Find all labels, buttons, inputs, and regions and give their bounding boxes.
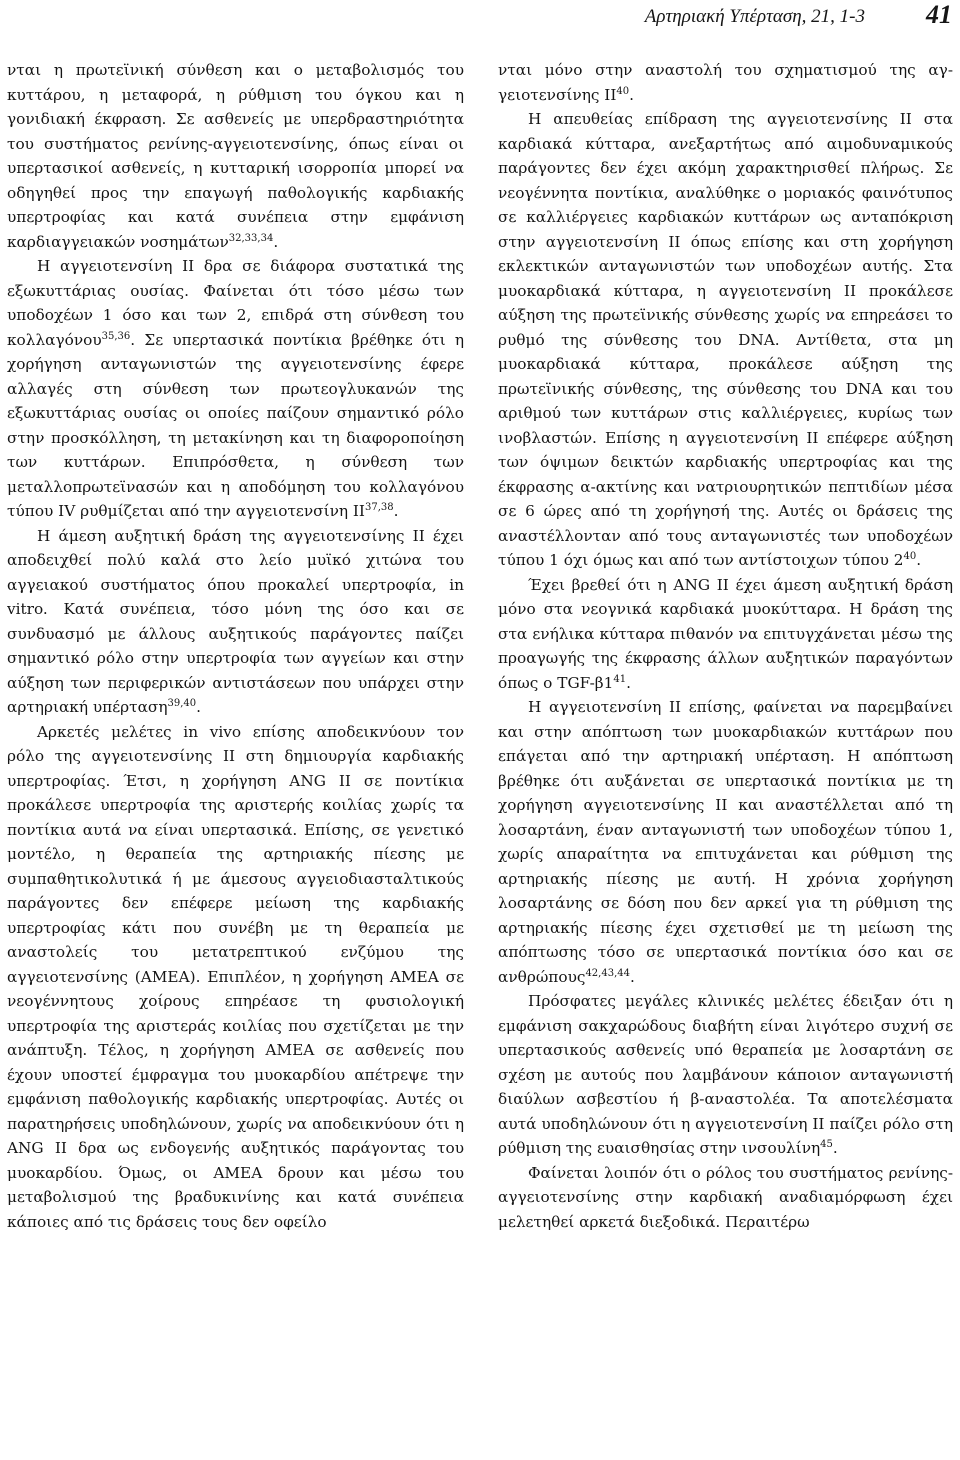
citation-ref: 42,43,44 bbox=[585, 967, 630, 979]
paragraph bbox=[498, 1161, 953, 1235]
page-number: 41 bbox=[926, 0, 952, 29]
paragraph: νται η πρωτεϊνική σύνθεση και ο μεταβολισμός του κυττάρου, η μεταφορά, η ρύθμιση του όγκου και η γονιδιακή έκφραση. Σε ασθενείς με υπερδραστηριότητα του συστήματος ρενίνης-αγγειοτενσίνης, όπως είναι οι υπερτασικοί ασθενείς, η κυτταρική ισορροπία μπορεί να οδηγηθεί προς την επαγωγή παθολογικής καρδιακής υπερτροφίας και κατά συνέπεια στην εμφάνιση καρδιαγγειακών νοσημάτων$^{32,33,34}$. bbox=[7, 61, 464, 251]
left-column bbox=[7, 58, 464, 1453]
paragraph: Η απευθείας επίδραση της αγγειοτενσίνης ΙΙ στα καρδιακά κύτταρα, ανεξαρτήτως από αιμοδυναμικούς παράγοντες δεν έχει ακόμη χαρακτηρισθεί πλήρως. Σε νεογέννητα ποντίκια, αναλύθηκε ο μοριακός φαινότυπος σε καλλιέργειες καρδιακών κυττάρων ως ανταπόκριση στην αγγειοτενσίνη ΙΙ όπως επίσης και στη χορήγηση εκλεκτικών ανταγωνιστών των υποδοχέων αυτής. Στα μυοκαρδιακά κύτταρα, η αγγειοτενσίνη ΙΙ προκάλεσε αύξηση της πρωτεϊνικής σύνθεσης χωρίς να επηρεάσει το ρυθμό της σύνθεσης του DNA. Αντίθετα, στα μη μυοκαρδιακά κύτταρα, προκάλεσε αύξηση της πρωτεϊνικής σύνθεσης, της σύνθεσης του DNA και του αριθμού των κυττάρων στις καλλιέργειες, κυρίως των ινοβλαστών. Επίσης η αγγειοτενσίνη ΙΙ επέφερε αύξηση των όψιμων δεικτών καρδιακής υπερτροφίας και της έκφρασης α-ακτίνης και νατριουρητικών πεπτιδίων μέσα σε 6 ώρες από τη χορήγησή της. Αυτές οι δράσεις της αναστέλλονταν από τους ανταγωνιστές των υποδοχέων τύπου 1 όχι όμως και από των αντίστοιχων τύπου $2^{40}$. bbox=[498, 110, 953, 569]
paragraph-text: Έχει βρεθεί ότι η ANG II έχει άμεση αυξητική δράση μόνο στα νεογνικά καρδιακά μυοκύτταρα. Η δράση της στα ενήλικα κύτταρα πιθανόν να επιτυγχάνεται μέσω της προαγωγής της έκφρασης άλλων αυξητικών παραγόντων όπως ο TGF-β1 bbox=[498, 575, 953, 692]
paragraph: νται μόνο στην αναστολή του σχηματισμού της αγγειοτενσίνης ΙΙ$^{40}$. bbox=[498, 61, 953, 104]
citation-ref: 37,38 bbox=[364, 502, 394, 513]
paragraph-text: Πρόσφατες μεγάλες κλινικές μελέτες έδειξαν ότι η εμφάνιση σακχαρώδους διαβήτη είναι λιγότερο συχνή σε υπερτασικούς ασθενείς υπό θεραπεία με λοσαρτάνη σε σχέση με αυτούς που λαμβάνουν κάποιον ανταγωνιστή διαύλων ασβεστίου ή β-αναστολέα. Τα αποτελέσματα αυτά υποδηλώνουν ότι η αγγειοτενσίνη ΙΙ παίζει ρόλο στη ρύθμιση της ευαισθησίας στην ινσουλίνη bbox=[498, 992, 953, 1157]
paragraph: Η άμεση αυξητική δράση της αγγειοτενσίνης ΙΙ έχει αποδειχθεί πολύ καλά στο λείο μυϊκό χιτώνα του αγγειακού συστήματος όπου προκαλεί υπερτροφία, in vitro. Κατά συνέπεια, τόσο μόνη της όσο και σε συνδυασμό με άλλους αυξητικούς παράγοντες παίζει σημαντικό ρόλο στην υπερτροφία των αγγείων και στην αύξηση των περιφερικών αντιστάσεων που υπάρχει στην αρτηριακή υπέρταση$^{39,40}$. bbox=[7, 526, 464, 716]
running-header bbox=[0, 0, 960, 40]
paragraph-text: . Σε υπερτασικά ποντίκια βρέθηκε ότι η χορήγηση ανταγωνιστών της αγγειοτενσίνης έφερε αλλαγές στη σύνθεση των πρωτεογλυκανών της εξωκυττάριας ουσίας οι οποίες παίζουν σημαντικό ρόλο στην προσκόλληση, τη μετακίνηση και τη διαφοροποίηση των κυττάρων. Επιπρόσθετα, η σύνθεση των μεταλλοπρωτεϊνασών και η αποδόμηση του κολλαγόνου τύπου IV ρυθμίζεται από την αγγειοτενσίνη ΙΙ bbox=[7, 330, 464, 520]
paragraph: Η αγγειοτενσίνη ΙΙ δρα σε διάφορα συστατικά της εξωκυττάριας ουσίας. Φαίνεται ότι τόσο μέσω των υποδοχέων 1 όσο και των 2, επιδρά στη σύνθεση του κολλαγόνου$^{35,36}$. Σε υπερτασικά ποντίκια βρέθηκε ότι η χορήγηση ανταγωνιστών της αγγειοτενσίνης έφερε αλλαγές στη σύνθεση των πρωτεογλυκανών της εξωκυττάριας ουσίας οι οποίες παίζουν σημαντικό ρόλο στην προσκόλληση, τη μετακίνηση και τη διαφοροποίηση των κυττάρων. Επιπρόσθετα, η σύνθεση των μεταλλοπρωτεϊνασών και η αποδόμηση του κολλαγόνου τύπου IV ρυθμίζεται από την αγγειοτενσίνη ΙΙ$^{37,38}$. bbox=[7, 257, 464, 520]
paragraph-text: Η αγγειοτενσίνη ΙΙ δρα σε διάφορα συστατικά της εξωκυττάριας ουσίας. Φαίνεται ότι τόσο μέσω των υποδοχέων 1 όσο και των 2, επιδρά στη σύνθεση του κολλαγόνου bbox=[7, 257, 464, 349]
citation-ref: 32,33,34 bbox=[228, 232, 274, 244]
paragraph bbox=[7, 720, 464, 1235]
paragraph: Πρόσφατες μεγάλες κλινικές μελέτες έδειξαν ότι η εμφάνιση σακχαρώδους διαβήτη είναι λιγότερο συχνή σε υπερτασικούς ασθενείς υπό θεραπεία με λοσαρτάνη σε σχέση με αυτούς που λαμβάνουν κάποιον ανταγωνιστή διαύλων ασβεστίου ή β-αναστολέα. Τα αποτελέσματα αυτά υποδηλώνουν ότι η αγγειοτενσίνη ΙΙ παίζει ρόλο στη ρύθμιση της ευαισθησίας στην ινσουλίνη$^{45}$. bbox=[498, 992, 953, 1157]
paragraph-text: νται η πρωτεϊνική σύνθεση και ο μεταβολισμός του κυττάρου, η μεταφορά, η ρύθμιση του όγκου και η γονιδιακή έκφραση. Σε ασθενείς με υπερδραστηριότητα του συστήματος ρενίνης-αγγειοτενσίνης, όπως είναι οι υπερτασικοί ασθενείς, η κυτταρική ισορροπία μπορεί να οδηγηθεί προς την επαγωγή παθολογικής καρδιακής υπερτροφίας και κατά συνέπεια στην εμφάνιση καρδιαγγειακών νοσημάτων bbox=[7, 61, 464, 251]
citation-ref: 40 bbox=[903, 551, 917, 562]
paragraph: Έχει βρεθεί ότι η ANG II έχει άμεση αυξητική δράση μόνο στα νεογνικά καρδιακά μυοκύτταρα. Η δράση της στα ενήλικα κύτταρα πιθανόν να επιτυγχάνεται μέσω της προαγωγής της έκφρασης άλλων αυξητικών παραγόντων όπως ο TGF-$\beta 1^{41}$. bbox=[498, 575, 953, 692]
paragraph-text: Αρκετές μελέτες in vivo επίσης αποδεικνύουν τον ρόλο της αγγειοτενσίνης ΙΙ στη δημιουργία καρδιακής υπερτροφίας. Έτσι, η χορήγηση ANG II σε ποντίκια προκάλεσε υπερτροφία της αριστερής κοιλίας χωρίς τα ποντίκια αυτά να είναι υπερτασικά. Επίσης, σε γενετικό μοντέλο, η θεραπεία της αρτηριακής πίεσης με συμπαθητικολυτικά ή με άμεσους αγγειοδιασταλτικούς παράγοντες δεν επέφερε μείωση της καρδιακής υπερτροφίας κάτι που συνέβη με τη θεραπεία με αναστολείς του μετατρεπτικού ενζύμου της αγγειοτενσίνης (ΑΜΕΑ). Επιπλέον, η χορήγηση ΑΜΕΑ σε νεογέννητους χοίρους επηρέασε τη φυσιολογική υπερτροφία της αριστεράς κοιλίας που σχετίζεται με την ανάπτυξη. Τέλος, η χορήγηση ΑΜΕΑ σε ασθενείς που έχουν υποστεί έμφραγμα του μυοκαρδίου απέτρεψε την εμφάνιση παθολογικής καρδιακής υπερτροφίας. Αυτές οι παρατηρήσεις υποδηλώνουν, χωρίς να αποδεικνύουν ότι η ANG II δρα ως ενδογενής αυξητικός παράγοντας του μυοκαρδίου. Όμως, οι ΑΜΕΑ δρουν και μέσω του μεταβολισμού της βραδυκινίνης και κατά συνέπεια κάποιες από τις δράσεις τους δεν οφείλο bbox=[7, 722, 464, 1231]
paragraph-text: Η αγγειοτενσίνη ΙΙ επίσης, φαίνεται να παρεμβαίνει και στην απόπτωση των μυοκαρδιακών κυττάρων που επάγεται από την αρτηριακή υπέρταση. Η απόπτωση βρέθηκε ότι αυξάνεται σε υπερτασικά ποντίκια με τη χορήγηση αγγειοτενσίνης ΙΙ και αναστέλλεται από τη λοσαρτάνη, έναν ανταγωνιστή των υποδοχέων τύπου 1, χωρίς απαραίτητα να επιτυχάνεται και ρύθμιση της αρτηριακής πίεσης με αυτή. Η χρόνια χορήγηση λοσαρτάνης σε δόση που δεν αρκεί για τη ρύθμιση της αρτηριακής πίεσης έχει σχετισθεί με τη μείωση της απόπτωσης τόσο σε υπερτασικά ποντίκια όσο και σε ανθρώπους bbox=[498, 698, 953, 986]
citation-ref: 35,36 bbox=[101, 330, 131, 342]
paragraph-text: Η απευθείας επίδραση της αγγειοτενσίνης ΙΙ στα καρδιακά κύτταρα, ανεξαρτήτως από αιμοδυναμικούς παράγοντες δεν έχει ακόμη χαρακτηρισθεί πλήρως. Σε νεογέννητα ποντίκια, αναλύθηκε ο μοριακός φαινότυπος σε καλλιέργειες καρδιακών κυττάρων ως ανταπόκριση στην αγγειοτενσίνη ΙΙ όπως επίσης και στη χορήγηση εκλεκτικών ανταγωνιστών των υποδοχέων αυτής. Στα μυοκαρδιακά κύτταρα, η αγγειοτενσίνη ΙΙ προκάλεσε αύξηση της πρωτεϊνικής σύνθεσης χωρίς να επηρεάσει το ρυθμό της σύνθεσης του DNA. Αντίθετα, στα μη μυοκαρδιακά κύτταρα, προκάλεσε αύξηση της πρωτεϊνικής σύνθεσης, της σύνθεσης του DNA και του αριθμού των κυττάρων στις καλλιέργειες, κυρίως των ινοβλαστών. Επίσης η αγγειοτενσίνη ΙΙ επέφερε αύξηση των όψιμων δεικτών καρδιακής υπερτροφίας και της έκφρασης α-ακτίνης και νατριουρητικών πεπτιδίων μέσα σε 6 ώρες από τη χορήγησή της. Αυτές οι δράσεις της αναστέλλονταν από τους ανταγωνιστές των υποδοχέων τύπου 1 όχι όμως και από των αντίστοιχων τύπου 2 bbox=[498, 110, 953, 569]
citation-ref: 45 bbox=[820, 1139, 833, 1150]
right-column bbox=[498, 58, 953, 1453]
journal-citation: Αρτηριακή Υπέρταση, 21, 1-3 bbox=[644, 6, 865, 27]
paragraph: Η αγγειοτενσίνη ΙΙ επίσης, φαίνεται να παρεμβαίνει και στην απόπτωση των μυοκαρδιακών κυττάρων που επάγεται από την αρτηριακή υπέρταση. Η απόπτωση βρέθηκε ότι αυξάνεται σε υπερτασικά ποντίκια με τη χορήγηση αγγειοτενσίνης ΙΙ και αναστέλλεται από τη λοσαρτάνη, έναν ανταγωνιστή των υποδοχέων τύπου 1, χωρίς απαραίτητα να επιτυχάνεται και ρύθμιση της αρτηριακής πίεσης με αυτή. Η χρόνια χορήγηση λοσαρτάνης σε δόση που δεν αρκεί για τη ρύθμιση της αρτηριακής πίεσης έχει σχετισθεί με τη μείωση της απόπτωσης τόσο σε υπερτασικά ποντίκια όσο και σε ανθρώπους$^{42,43,44}$. bbox=[498, 698, 953, 986]
citation-ref: 40 bbox=[616, 85, 630, 97]
paragraph-text: νται μόνο στην αναστολή του σχηματισμού της αγγειοτενσίνης ΙΙ bbox=[498, 61, 953, 104]
paragraph-text: Φαίνεται λοιπόν ότι ο ρόλος του συστήματος ρενίνης-αγγειοτενσίνης στην καρδιακή αναδιαμόρφωση έχει μελετηθεί αρκετά διεξοδικά. Περαιτέρω bbox=[498, 1163, 953, 1231]
citation-ref: 39,40 bbox=[167, 698, 197, 709]
paragraph-text: Η άμεση αυξητική δράση της αγγειοτενσίνης ΙΙ έχει αποδειχθεί πολύ καλά στο λείο μυϊκό χιτώνα του αγγειακού συστήματος όπου προκαλεί υπερτροφία, in vitro. Κατά συνέπεια, τόσο μόνη της όσο και σε συνδυασμό με άλλους αυξητικούς παράγοντες παίζει σημαντικό ρόλο στην υπερτροφία των αγγείων και στην αύξηση των περιφερικών αντιστάσεων που υπάρχει στην αρτηριακή υπέρταση bbox=[7, 526, 464, 716]
citation-ref: 41 bbox=[613, 673, 627, 685]
